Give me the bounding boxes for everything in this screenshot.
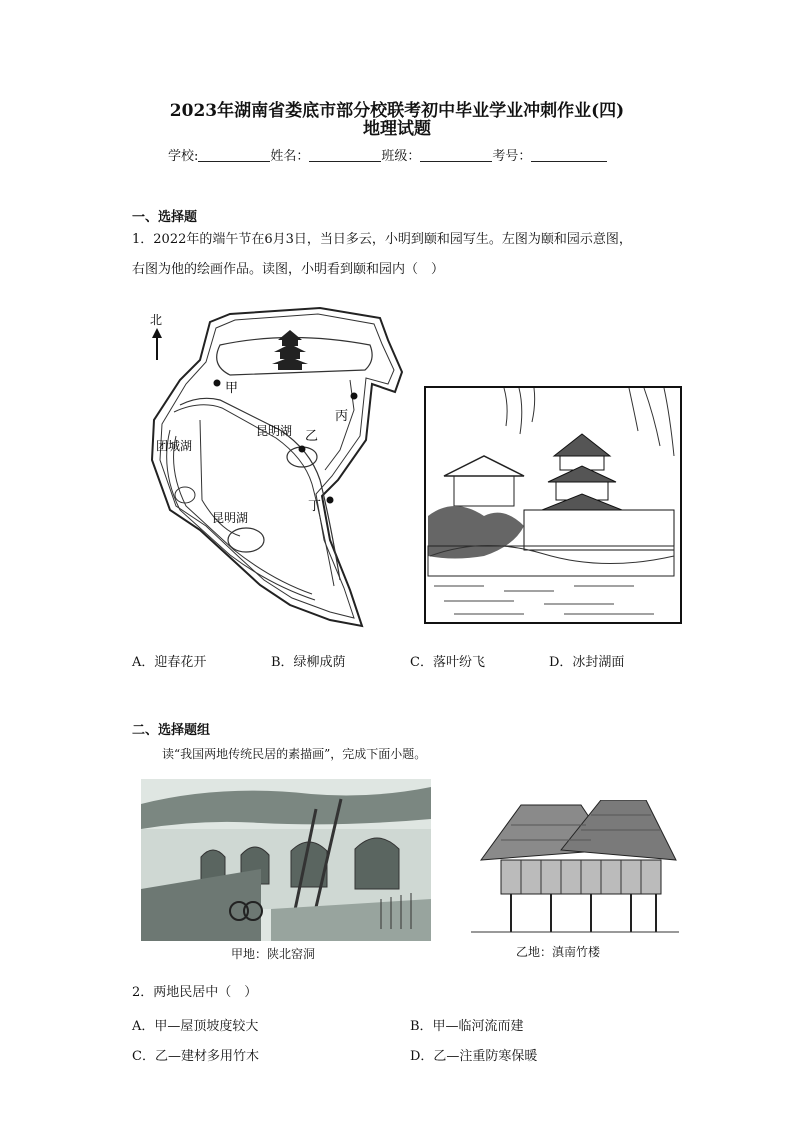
question-2: 2．两地民居中（ ） [132, 985, 258, 1000]
caption-left: 甲地：陕北窑洞 [231, 947, 316, 961]
question-1-line-1: 1．2022年的端午节在6月3日，当日多云，小明到颐和园写生。左图为颐和园示意图， [132, 232, 632, 247]
north-label: 北 [150, 313, 163, 327]
label-bing: 丙 [335, 409, 349, 424]
section-heading-choice: 一、选择题 [132, 210, 198, 225]
q1-option-d[interactable]: D．冰封湖面 [549, 655, 625, 670]
question-1-line-2: 右图为他的绘画作品。读图，小明看到颐和园内（ ） [132, 262, 445, 277]
q1-option-c[interactable]: C．落叶纷飞 [410, 655, 485, 670]
north-arrow-icon [152, 328, 162, 360]
school-blank[interactable] [198, 149, 270, 162]
q1-option-b[interactable]: B．绿柳成荫 [271, 655, 346, 670]
question-group-intro: 读“我国两地传统民居的素描画”，完成下面小题。 [162, 747, 427, 761]
q1-option-a[interactable]: A．迎春花开 [132, 655, 207, 670]
label-jia: 甲 [225, 381, 239, 396]
class-label: 班级： [381, 149, 421, 164]
pagoda-icon [272, 330, 308, 370]
caption-right: 乙地：滇南竹楼 [516, 945, 601, 959]
point-ding [327, 497, 334, 504]
label-yi: 乙 [305, 429, 319, 444]
q2-option-d[interactable]: D．乙—注重防寒保暖 [410, 1049, 538, 1064]
summer-palace-map [140, 300, 410, 630]
label-tuancheng-lake: 团城湖 [156, 439, 193, 453]
number-label: 考号： [492, 149, 532, 164]
label-ding: 丁 [308, 499, 322, 514]
q2-option-c[interactable]: C．乙—建材多用竹木 [132, 1049, 259, 1064]
point-yi [299, 446, 306, 453]
point-bing [351, 393, 358, 400]
name-blank[interactable] [309, 149, 381, 162]
bamboo-house-sketch-image [471, 800, 679, 936]
class-blank[interactable] [420, 149, 492, 162]
page-subtitle: 地理试题 [363, 119, 431, 139]
yaodong-sketch-image [141, 779, 431, 941]
name-label: 姓名： [270, 149, 310, 164]
palace-sketch-image [424, 386, 682, 624]
label-kunming-lake-bottom: 昆明湖 [212, 511, 249, 525]
number-blank[interactable] [531, 149, 607, 162]
section-heading-group: 二、选择题组 [132, 723, 211, 738]
q2-option-b[interactable]: B．甲—临河流而建 [410, 1019, 524, 1034]
student-info-row [168, 145, 607, 164]
page-title: 2023年湖南省娄底市部分校联考初中毕业学业冲刺作业(四) [169, 101, 625, 121]
label-kunming-lake-top: 昆明湖 [256, 424, 293, 438]
q2-option-a[interactable]: A．甲—屋顶坡度较大 [132, 1019, 259, 1034]
point-jia [214, 380, 221, 387]
school-label: 学校: [168, 149, 199, 164]
